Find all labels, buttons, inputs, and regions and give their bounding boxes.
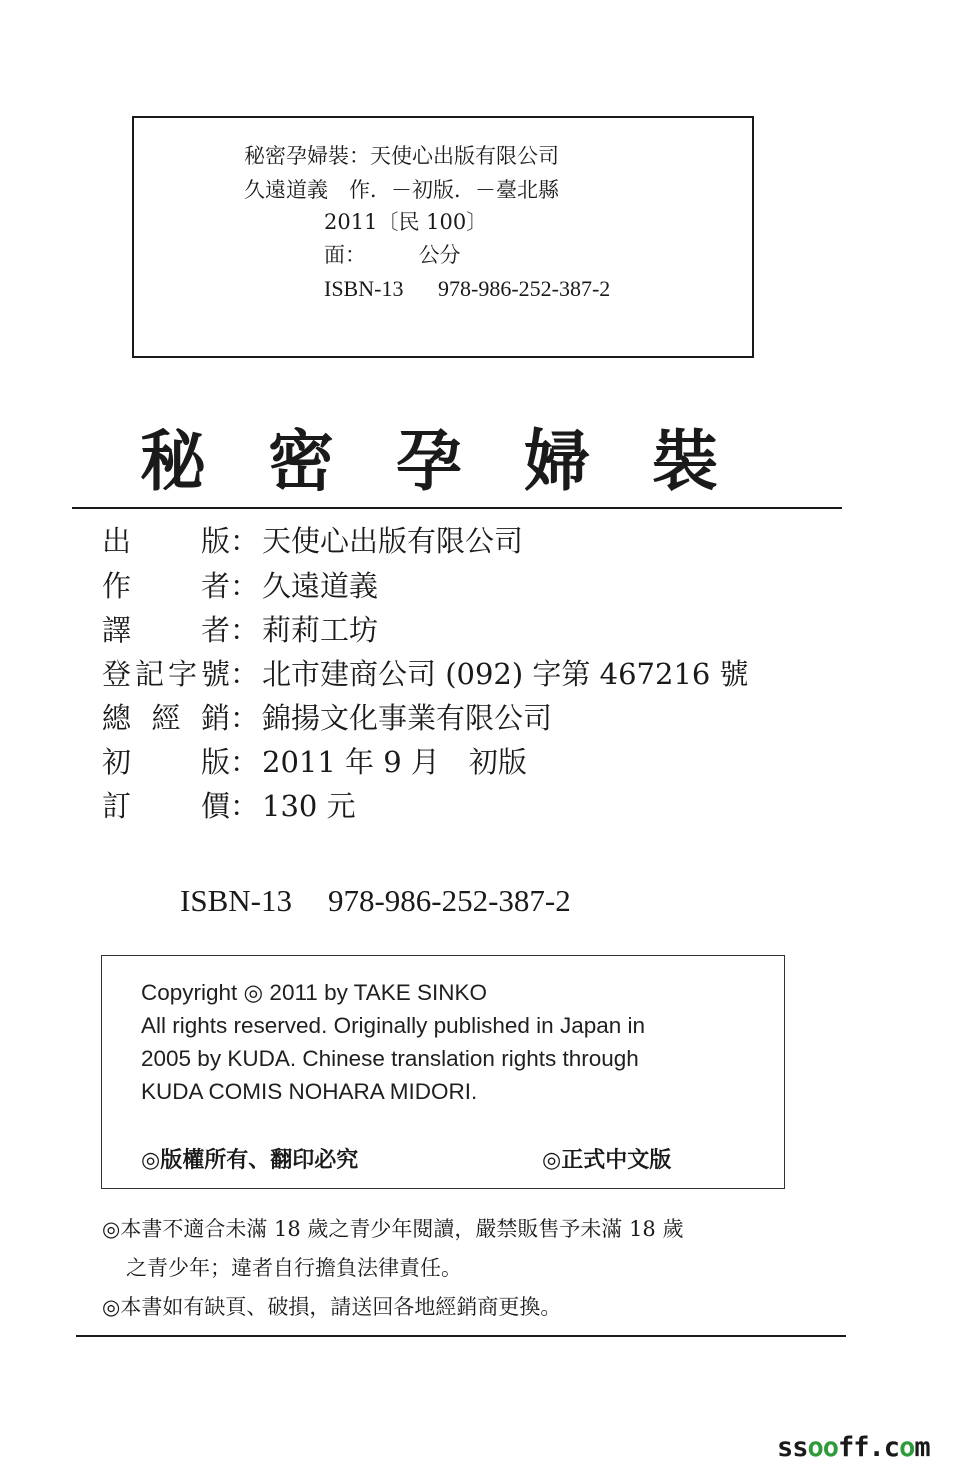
cip-isbn-label: ISBN-13 (324, 276, 404, 301)
title-rule (72, 507, 842, 509)
rights-notice: ◎版權所有、翻印必究 (141, 1148, 359, 1173)
info-label: 出 版 (102, 524, 230, 558)
copyright-line-2: All rights reserved. Originally published in Japan in (141, 1013, 646, 1038)
info-colon: ： (230, 701, 260, 735)
info-colon: ： (230, 745, 260, 779)
isbn-main-value: 978-986-252-387-2 (327, 883, 571, 918)
info-label: 登 記 字 號 (102, 657, 230, 691)
isbn-main-label: ISBN-13 (180, 883, 292, 918)
site-watermark (777, 1432, 930, 1463)
cip-box (132, 116, 754, 358)
isbn-main (180, 883, 571, 919)
book-title: 秘密孕婦裝 (140, 422, 780, 500)
cip-line-4: 面： 公分 (324, 243, 461, 267)
cip-line-2: 久遠道義 作．－初版．－臺北縣 (244, 178, 559, 202)
watermark-part-4: o (899, 1432, 915, 1463)
copyright-line-1: Copyright ◎ 2011 by TAKE SINKO (141, 980, 488, 1005)
info-colon: ： (230, 789, 260, 823)
cip-isbn-value: 978-986-252-387-2 (438, 276, 611, 301)
age-restriction-note: ◎本書不適合未滿 18 歲之青少年閱讀，嚴禁販售予未滿 18 歲 (102, 1217, 684, 1241)
info-colon: ： (230, 657, 260, 691)
info-label: 總 經 銷 (102, 701, 230, 735)
info-value: 久遠道義 (262, 569, 379, 603)
info-label: 譯 者 (102, 613, 230, 647)
info-label: 訂 價 (102, 789, 230, 823)
info-label: 初 版 (102, 745, 230, 779)
info-value: 天使心出版有限公司 (262, 524, 524, 558)
copyright-text (141, 976, 645, 1108)
copyright-box (101, 955, 785, 1189)
info-colon: ： (230, 524, 260, 558)
defect-return-note: ◎本書如有缺頁、破損，請送回各地經銷商更換。 (102, 1295, 562, 1319)
cip-line-1: 秘密孕婦裝：天使心出版有限公司 (244, 144, 559, 168)
info-label: 作 者 (102, 569, 230, 603)
cip-line-3: 2011〔民 100〕 (324, 210, 488, 234)
watermark-part-3: ff.c (838, 1432, 900, 1463)
watermark-part-2: oo (807, 1432, 839, 1463)
info-value: 2011 年 9 月 初版 (262, 745, 527, 779)
info-colon: ： (230, 613, 260, 647)
info-value: 錦揚文化事業有限公司 (262, 701, 553, 735)
info-value: 北市建商公司 (092) 字第 467216 號 (262, 657, 749, 691)
bottom-rule (76, 1335, 846, 1337)
info-colon: ： (230, 569, 260, 603)
info-value: 莉莉工坊 (262, 613, 379, 647)
official-edition-notice: ◎正式中文版 (542, 1148, 672, 1173)
watermark-part-1: ss (777, 1432, 808, 1463)
copyright-line-3: 2005 by KUDA. Chinese translation rights through (141, 1046, 639, 1071)
watermark-part-5: m (914, 1432, 930, 1463)
info-value: 130 元 (262, 789, 356, 823)
copyright-line-4: KUDA COMIS NOHARA MIDORI. (141, 1079, 478, 1104)
age-restriction-note-cont: 之青少年；違者自行擔負法律責任。 (126, 1256, 462, 1280)
